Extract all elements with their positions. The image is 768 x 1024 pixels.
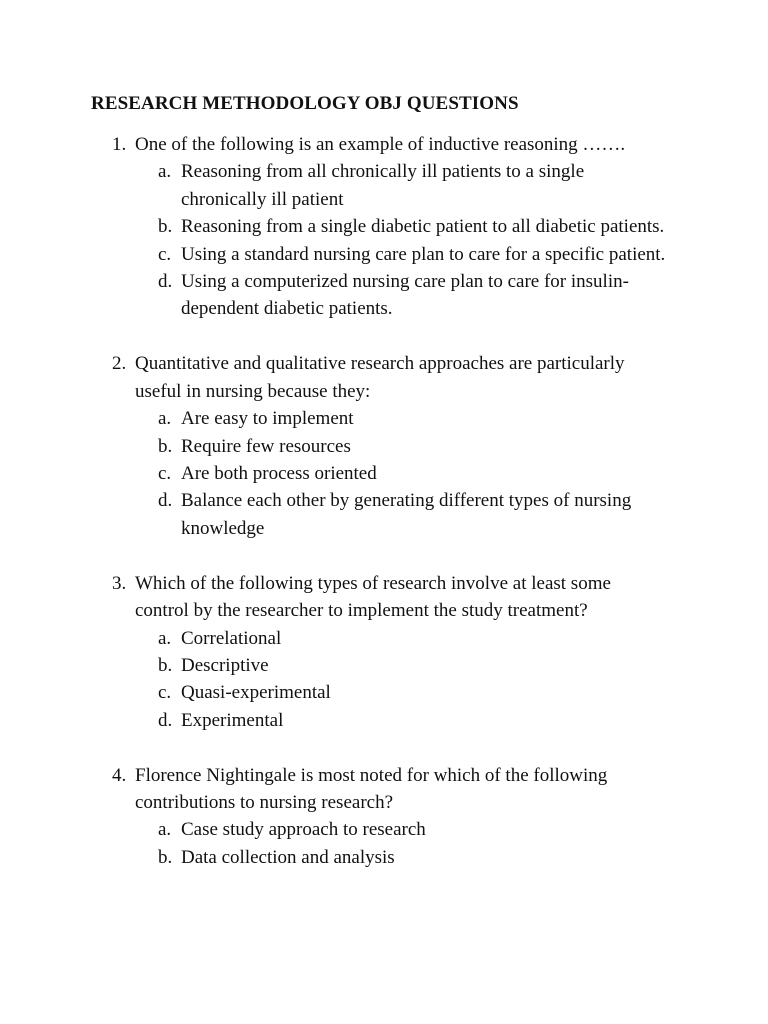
question-item xyxy=(0,350,768,542)
question-item xyxy=(0,131,768,323)
option-text: Data collection and analysis xyxy=(181,846,395,868)
option-letter: a. xyxy=(158,161,172,183)
question-text: One of the following is an example of inductive reasoning ……. xyxy=(135,134,626,155)
question-number: 3. xyxy=(112,572,127,594)
option-list xyxy=(0,405,768,542)
option-text: Experimental xyxy=(181,709,284,731)
option-item xyxy=(0,213,768,240)
option-item xyxy=(0,268,768,323)
option-text: Using a computerized nursing care plan to care for insulin-dependent diabetic patients. xyxy=(181,271,629,320)
option-letter: a. xyxy=(158,408,172,430)
question-list xyxy=(0,131,768,899)
option-text: Balance each other by generating different types of nursing knowledge xyxy=(181,490,632,539)
option-letter: d. xyxy=(158,271,173,293)
option-item xyxy=(0,844,768,871)
option-text: Case study approach to research xyxy=(181,819,426,841)
option-text: Correlational xyxy=(181,627,282,649)
option-letter: d. xyxy=(158,490,173,512)
option-text: Reasoning from a single diabetic patient to all diabetic patients. xyxy=(181,216,665,238)
option-letter: d. xyxy=(158,709,173,731)
question-text: Florence Nightingale is most noted for which of the following contributions to nursing research? xyxy=(135,764,608,814)
question-item xyxy=(0,570,768,734)
question-number: 4. xyxy=(112,764,127,786)
option-letter: c. xyxy=(158,243,172,265)
option-item xyxy=(0,625,768,652)
option-item xyxy=(0,158,768,213)
option-letter: b. xyxy=(158,216,173,238)
question-text: Quantitative and qualitative research approaches are particularly useful in nursing because they: xyxy=(135,353,625,402)
option-letter: c. xyxy=(158,462,172,484)
option-letter: b. xyxy=(158,654,173,676)
option-item xyxy=(0,707,768,734)
option-text: Quasi-experimental xyxy=(181,682,331,704)
option-item xyxy=(0,433,768,460)
question-number: 1. xyxy=(112,134,127,155)
option-text: Using a standard nursing care plan to care for a specific patient. xyxy=(181,243,666,265)
option-item xyxy=(0,241,768,268)
option-text: Reasoning from all chronically ill patients to a single chronically ill patient xyxy=(181,161,585,210)
option-item xyxy=(0,460,768,487)
option-item xyxy=(0,487,768,542)
option-item xyxy=(0,652,768,679)
question-text: Which of the following types of research involve at least some control by the researcher to implement the study treatment? xyxy=(135,572,611,622)
option-list xyxy=(0,158,768,322)
option-letter: b. xyxy=(158,435,173,457)
option-list xyxy=(0,625,768,735)
option-letter: a. xyxy=(158,819,172,841)
option-letter: b. xyxy=(158,846,173,868)
option-item xyxy=(0,816,768,843)
option-text: Descriptive xyxy=(181,654,269,676)
option-text: Require few resources xyxy=(181,435,351,457)
question-item xyxy=(0,762,768,872)
option-text: Are easy to implement xyxy=(181,408,354,430)
option-item xyxy=(0,679,768,706)
document-title: RESEARCH METHODOLOGY OBJ QUESTIONS xyxy=(91,93,519,114)
option-letter: c. xyxy=(158,682,172,704)
option-item xyxy=(0,405,768,432)
option-letter: a. xyxy=(158,627,172,649)
option-list xyxy=(0,816,768,871)
option-text: Are both process oriented xyxy=(181,462,377,484)
question-number: 2. xyxy=(112,353,127,375)
